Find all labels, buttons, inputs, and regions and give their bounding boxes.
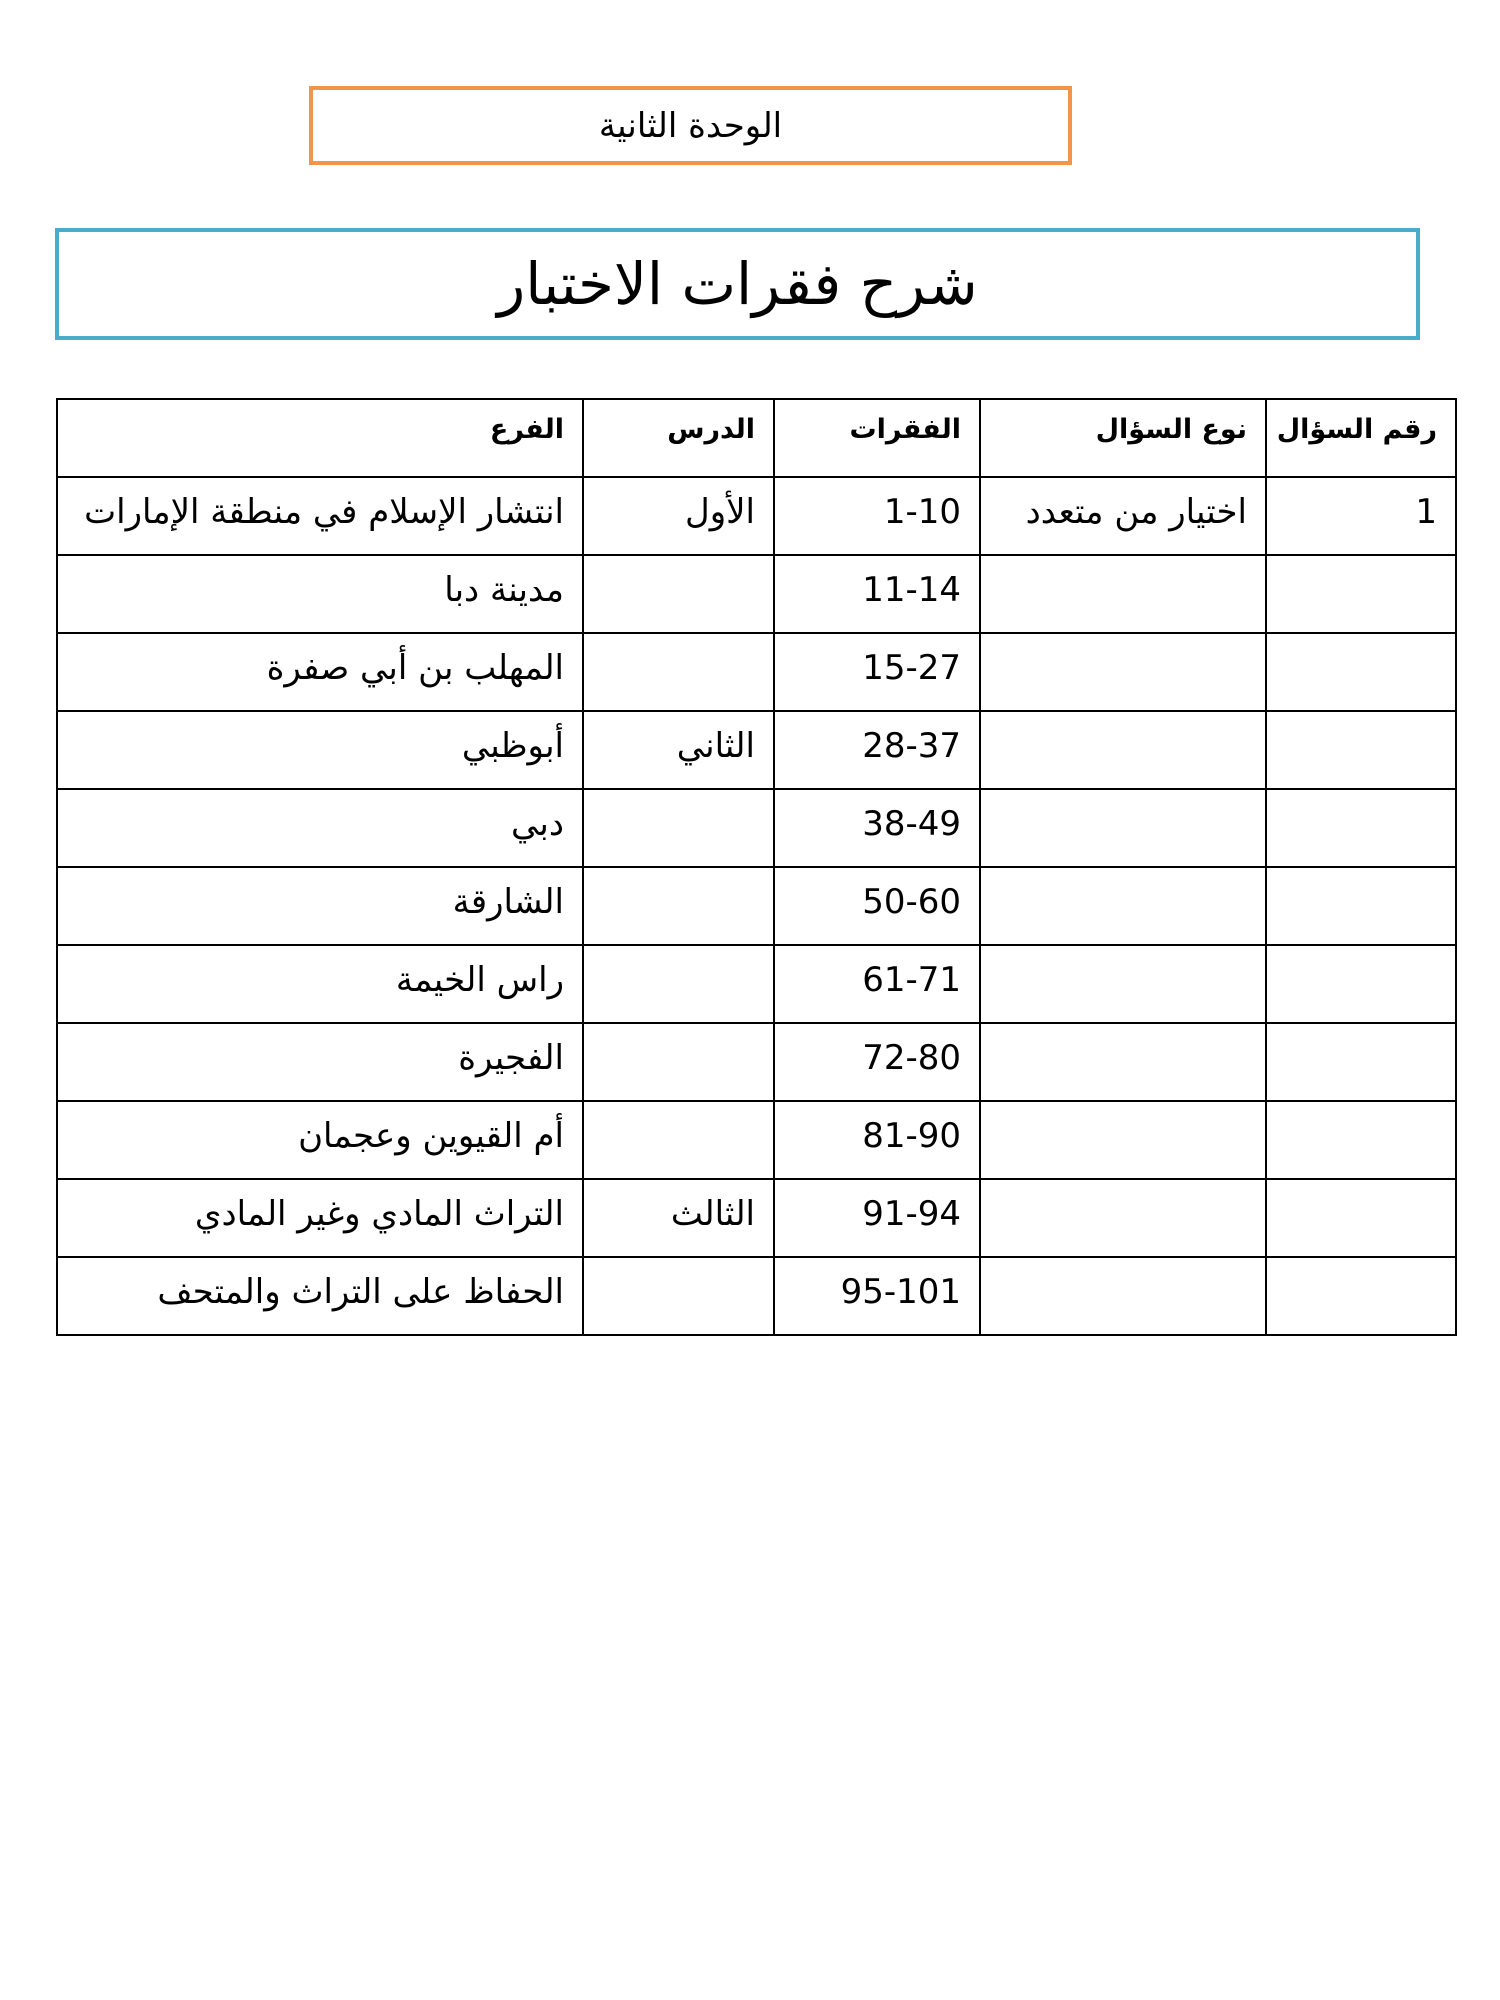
cell-lesson bbox=[583, 555, 774, 633]
page-title: شرح فقرات الاختبار bbox=[497, 250, 978, 318]
table-row bbox=[57, 1023, 1456, 1101]
cell-question-number bbox=[1266, 1023, 1456, 1101]
cell-question-number bbox=[1266, 789, 1456, 867]
cell-question-number bbox=[1266, 711, 1456, 789]
cell-question-type bbox=[980, 633, 1266, 711]
cell-lesson bbox=[583, 1023, 774, 1101]
cell-question-type: اختيار من متعدد bbox=[980, 477, 1266, 555]
cell-items: 50-60 bbox=[774, 867, 980, 945]
cell-question-type bbox=[980, 1101, 1266, 1179]
header-items: الفقرات bbox=[774, 399, 980, 477]
exam-items-table bbox=[56, 398, 1457, 1336]
cell-branch: انتشار الإسلام في منطقة الإمارات bbox=[57, 477, 583, 555]
cell-question-number bbox=[1266, 555, 1456, 633]
unit-label-box bbox=[309, 86, 1072, 165]
cell-question-type bbox=[980, 1023, 1266, 1101]
cell-lesson bbox=[583, 945, 774, 1023]
header-branch: الفرع bbox=[57, 399, 583, 477]
cell-branch: المهلب بن أبي صفرة bbox=[57, 633, 583, 711]
cell-lesson bbox=[583, 789, 774, 867]
table-row bbox=[57, 711, 1456, 789]
table-row bbox=[57, 1179, 1456, 1257]
cell-branch: راس الخيمة bbox=[57, 945, 583, 1023]
cell-items: 81-90 bbox=[774, 1101, 980, 1179]
cell-lesson: الثاني bbox=[583, 711, 774, 789]
cell-question-type bbox=[980, 867, 1266, 945]
cell-lesson bbox=[583, 633, 774, 711]
table-row bbox=[57, 789, 1456, 867]
cell-question-type bbox=[980, 1179, 1266, 1257]
table-row bbox=[57, 1101, 1456, 1179]
cell-items: 28-37 bbox=[774, 711, 980, 789]
table-row bbox=[57, 633, 1456, 711]
cell-items: 15-27 bbox=[774, 633, 980, 711]
cell-question-type bbox=[980, 789, 1266, 867]
cell-question-type bbox=[980, 555, 1266, 633]
cell-branch: الحفاظ على التراث والمتحف bbox=[57, 1257, 583, 1335]
cell-branch: التراث المادي وغير المادي bbox=[57, 1179, 583, 1257]
header-question-type: نوع السؤال bbox=[980, 399, 1266, 477]
table-row bbox=[57, 477, 1456, 555]
cell-question-number bbox=[1266, 867, 1456, 945]
cell-lesson bbox=[583, 1101, 774, 1179]
cell-branch: الفجيرة bbox=[57, 1023, 583, 1101]
cell-lesson bbox=[583, 1257, 774, 1335]
cell-items: 38-49 bbox=[774, 789, 980, 867]
cell-items: 11-14 bbox=[774, 555, 980, 633]
cell-lesson bbox=[583, 867, 774, 945]
cell-lesson: الثالث bbox=[583, 1179, 774, 1257]
cell-question-number: 1 bbox=[1266, 477, 1456, 555]
table-row bbox=[57, 555, 1456, 633]
cell-branch: أبوظبي bbox=[57, 711, 583, 789]
table-row bbox=[57, 945, 1456, 1023]
cell-branch: الشارقة bbox=[57, 867, 583, 945]
unit-label: الوحدة الثانية bbox=[598, 105, 783, 146]
cell-question-number bbox=[1266, 1179, 1456, 1257]
cell-question-type bbox=[980, 1257, 1266, 1335]
page-title-box bbox=[55, 228, 1420, 340]
cell-items: 91-94 bbox=[774, 1179, 980, 1257]
header-lesson: الدرس bbox=[583, 399, 774, 477]
table-header-row bbox=[57, 399, 1456, 477]
cell-question-number bbox=[1266, 633, 1456, 711]
cell-branch: دبي bbox=[57, 789, 583, 867]
cell-question-type bbox=[980, 711, 1266, 789]
cell-question-number bbox=[1266, 945, 1456, 1023]
table-row bbox=[57, 1257, 1456, 1335]
cell-question-number bbox=[1266, 1257, 1456, 1335]
cell-items: 72-80 bbox=[774, 1023, 980, 1101]
header-question-number: رقم السؤال bbox=[1266, 399, 1456, 477]
cell-branch: أم القيوين وعجمان bbox=[57, 1101, 583, 1179]
cell-lesson: الأول bbox=[583, 477, 774, 555]
cell-items: 61-71 bbox=[774, 945, 980, 1023]
cell-branch: مدينة دبا bbox=[57, 555, 583, 633]
cell-items: 95-101 bbox=[774, 1257, 980, 1335]
cell-question-type bbox=[980, 945, 1266, 1023]
cell-question-number bbox=[1266, 1101, 1456, 1179]
cell-items: 1-10 bbox=[774, 477, 980, 555]
table-row bbox=[57, 867, 1456, 945]
